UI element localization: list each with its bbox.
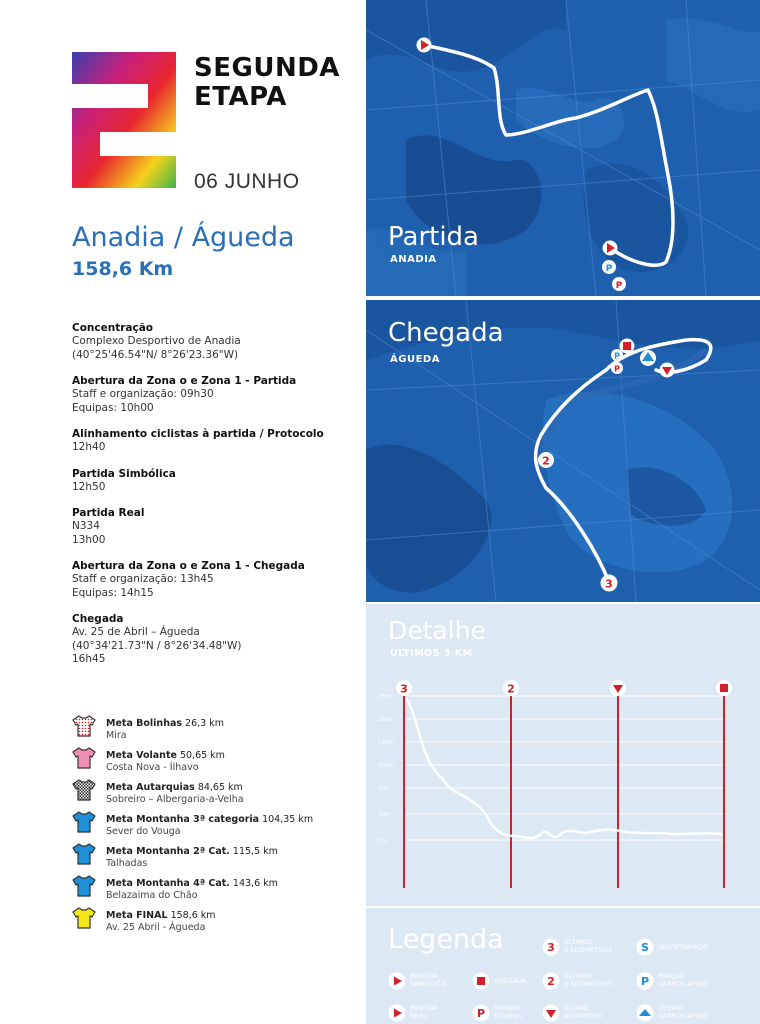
start-map-subtitle: ANADIA: [390, 254, 437, 265]
jersey-place: Mira: [106, 730, 127, 741]
jersey-km: 115,5 km: [229, 846, 278, 857]
real-start-icon: [388, 1004, 406, 1022]
jersey-text: [106, 846, 278, 870]
jersey-name: Meta Montanha 3ª categoria: [106, 814, 260, 825]
svg-text:P: P: [614, 351, 620, 361]
schedule-item-detail: 13h00: [72, 533, 106, 546]
schedule-item-detail: Staff e organização: 09h30: [72, 388, 214, 400]
jersey-item: [72, 874, 362, 906]
schedule-item-detail: (40°25'46.54"N/ 8°26'23.36"W): [72, 348, 239, 361]
schedule-item-detail: N334: [72, 520, 100, 532]
svg-text:P: P: [640, 975, 650, 988]
legend-item-label: SECRETARIADO: [658, 943, 709, 951]
jersey-place: Belazaima do Chão: [106, 890, 198, 901]
schedule-item-detail: Equipas: 14h15: [72, 586, 154, 599]
start-map-title: Partida: [388, 222, 479, 252]
svg-text:3: 3: [547, 941, 555, 954]
schedule-item-detail: 16h45: [72, 653, 106, 665]
finish-icon: [720, 684, 728, 692]
stage-date: 06 JUNHO: [194, 170, 300, 193]
schedule-item-title: Alinhamento ciclistas à partida / Protocolo: [72, 428, 324, 440]
profile-y-tick: 5m: [378, 838, 387, 844]
jersey-text: [106, 782, 244, 806]
checkered-jersey-icon: [72, 779, 96, 801]
team-parking-icon: [472, 1004, 490, 1022]
schedule-item-detail: (40°34'21.73"N / 8°26'34.48"W): [72, 639, 242, 652]
schedule-item-detail: Complexo Desportivo de Anadia: [72, 335, 241, 347]
blue-jersey-icon: [72, 875, 96, 897]
schedule-item-title: Concentração: [72, 322, 154, 334]
jersey-text: [106, 750, 225, 774]
profile-y-tick: 50m: [378, 786, 391, 792]
schedule-item: [72, 612, 362, 667]
detail-title: Detalhe: [388, 616, 486, 645]
legend-mark: [542, 938, 560, 956]
stage-info-column: [0, 0, 366, 1024]
jersey-km: 50,65 km: [176, 750, 225, 761]
profile-chart: [366, 604, 760, 906]
schedule-item-title: Partida Real: [72, 507, 145, 519]
schedule-item-detail: Staff e organização: 13h45: [72, 573, 214, 585]
jersey-km: 26,3 km: [182, 718, 224, 729]
polka-dot-jersey-icon: [72, 715, 96, 737]
profile-y-tick: 10m: [378, 812, 391, 818]
svg-text:3: 3: [400, 682, 408, 696]
jersey-km: 158,6 km: [167, 910, 216, 921]
legend-item-label: PARTIDA REAL: [410, 1004, 438, 1020]
finish-map-title: Chegada: [388, 318, 504, 348]
jersey-km: 104,35 km: [259, 814, 314, 825]
schedule-list: [72, 321, 362, 679]
finish-map: [366, 300, 760, 602]
jersey-km: 143,6 km: [229, 878, 278, 889]
jersey-place: Sobreiro – Albergaria-a-Velha: [106, 794, 244, 805]
legend-item-label: DESVIO CARROS APOIO: [658, 1004, 708, 1020]
detail-profile: [366, 604, 760, 906]
jersey-place: Sever do Vouga: [106, 826, 181, 837]
schedule-item-detail: Equipas: 10h00: [72, 401, 154, 414]
finish-icon: [623, 342, 631, 350]
jersey-item: [72, 810, 362, 842]
jersey-name: Meta Montanha 2ª Cat.: [106, 846, 230, 857]
svg-text:3: 3: [605, 577, 613, 591]
profile-y-tick: 200m: [378, 717, 394, 723]
symbolic-start-icon: [388, 972, 406, 990]
blue-jersey-icon: [72, 811, 96, 833]
schedule-item-title: Chegada: [72, 613, 124, 625]
profile-y-tick: 250m: [378, 694, 394, 700]
stage-2-logo: [72, 52, 176, 188]
detour-icon: [636, 1004, 654, 1022]
jersey-km: 84,65 km: [194, 782, 243, 793]
legend-panel: [366, 908, 760, 1024]
last-km-icon: [542, 1004, 560, 1022]
legend-item-label: ÚLTIMO KILÓMETRO: [564, 1004, 603, 1020]
svg-text:P: P: [476, 1007, 486, 1020]
jersey-name: Meta Autarquias: [106, 782, 195, 793]
jersey-name: Meta FINAL: [106, 910, 168, 921]
jersey-place: Av. 25 Abril - Águeda: [106, 922, 206, 933]
stage-title: SEGUNDA ETAPA: [194, 53, 340, 112]
jersey-list: [72, 714, 362, 938]
svg-text:P: P: [605, 264, 613, 274]
jersey-name: Meta Volante: [106, 750, 177, 761]
jersey-text: [106, 814, 313, 838]
blue-jersey-icon: [72, 843, 96, 865]
schedule-item-detail: 12h40: [72, 441, 106, 453]
legend-mark: [636, 972, 654, 990]
svg-text:P: P: [614, 364, 620, 374]
jersey-name: Meta Montanha 4ª Cat.: [106, 878, 230, 889]
finish-map-subtitle: ÁGUEDA: [390, 354, 440, 365]
schedule-item: [72, 506, 362, 547]
legend-item-label: PARTIDA SIMBÓLICA: [410, 972, 446, 988]
pink-jersey-icon: [72, 747, 96, 769]
schedule-item-title: Abertura da Zona o e Zona 1 - Partida: [72, 375, 297, 387]
legend-title: Legenda: [388, 924, 504, 955]
jersey-item: [72, 746, 362, 778]
svg-text:S: S: [641, 941, 649, 954]
profile-y-tick: 100m: [378, 763, 394, 769]
jersey-item: [72, 714, 362, 746]
detail-subtitle: ÚLTIMOS 3 KM: [390, 648, 473, 659]
legend-mark: [542, 972, 560, 990]
jersey-item: [72, 842, 362, 874]
svg-text:P: P: [615, 281, 623, 291]
profile-y-tick: 150m: [378, 740, 394, 746]
jersey-name: Meta Bolinhas: [106, 718, 183, 729]
stage-distance: 158,6 Km: [72, 258, 174, 280]
legend-item-label: ÚLTIMOS 2 KILÓMETROS: [564, 972, 613, 988]
svg-text:2: 2: [542, 454, 550, 468]
schedule-item-title: Partida Simbólica: [72, 467, 176, 480]
schedule-item: [72, 467, 362, 495]
schedule-item-title: Abertura da Zona o e Zona 1 - Chegada: [72, 560, 305, 572]
schedule-item: [72, 374, 362, 415]
legend-mark: [636, 938, 654, 956]
route-name: Anadia / Águeda: [72, 222, 295, 253]
schedule-item-detail: Av. 25 de Abril – Águeda: [72, 626, 200, 638]
jersey-item: [72, 778, 362, 810]
yellow-jersey-icon: [72, 907, 96, 929]
schedule-item: [72, 427, 362, 455]
schedule-item: [72, 559, 362, 600]
jersey-place: Talhadas: [106, 858, 148, 869]
schedule-item: [72, 321, 362, 362]
start-map: [366, 0, 760, 296]
schedule-item-detail: 12h50: [72, 480, 106, 493]
jersey-text: [106, 718, 224, 742]
jersey-item: [72, 906, 362, 938]
jersey-text: [106, 878, 278, 902]
svg-text:2: 2: [507, 682, 515, 696]
legend-item-label: CHEGADA: [494, 977, 527, 985]
svg-text:2: 2: [547, 975, 555, 988]
jersey-place: Costa Nova - Ílhavo: [106, 762, 199, 773]
jersey-text: [106, 910, 216, 934]
legend-item-label: PARQUE EQUIPAS: [494, 1004, 522, 1020]
finish-icon: [472, 972, 490, 990]
legend-item-label: PARQUE CARROS APOIO: [658, 972, 708, 988]
legend-item-label: ÚLTIMOS 3 KILÓMETROS: [564, 938, 613, 954]
